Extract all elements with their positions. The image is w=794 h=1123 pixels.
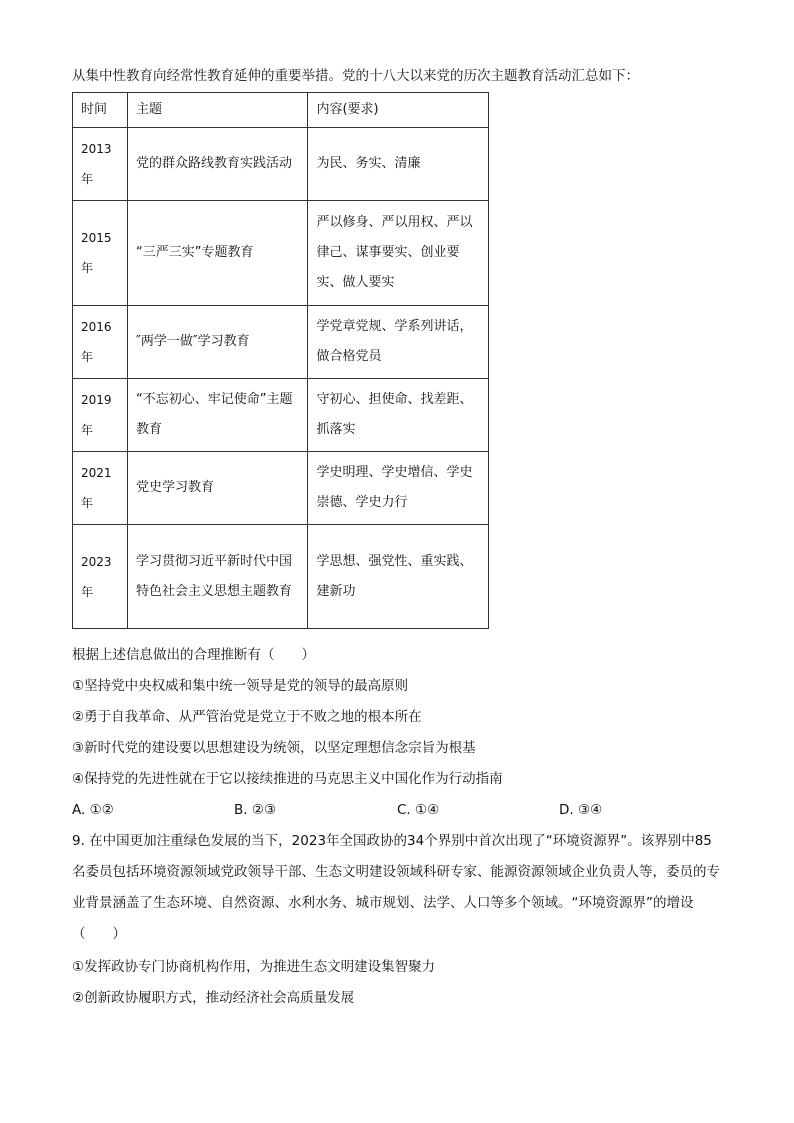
header-time: 时间 — [73, 93, 128, 128]
table-row — [73, 128, 489, 201]
year-cell: 2013 年 — [73, 128, 128, 201]
year-cell: 2015 年 — [73, 201, 128, 306]
theme-education-table — [72, 92, 489, 629]
q9-statement-1: ①发挥政协专门协商机构作用，为推进生态文明建设集智聚力 — [72, 959, 436, 975]
year-cell: 2023 年 — [73, 525, 128, 629]
option-c[interactable]: C. ①④ — [397, 802, 440, 818]
intro-text: 从集中性教育向经常性教育延伸的重要举措。党的十八大以来党的历次主题教育活动汇总如下： — [72, 68, 639, 84]
table-header-row — [73, 93, 489, 128]
q8-statement-4: ④保持党的先进性就在于它以接续推进的马克思主义中国化作为行动指南 — [72, 771, 503, 787]
q8-statement-3: ③新时代党的建设要以思想建设为统领，以坚定理想信念宗旨为根基 — [72, 740, 476, 756]
content-cell: 守初心、担使命、找差距、抓落实 — [308, 379, 489, 452]
content-cell: 学党章党规、学系列讲话，做合格党员 — [308, 306, 489, 379]
content-cell: 严以修身、严以用权、严以律己、谋事要实、创业要实、做人要实 — [308, 201, 489, 306]
q8-stem: 根据上述信息做出的合理推断有（ ） — [72, 647, 315, 663]
option-a[interactable]: A. ①② — [72, 802, 114, 818]
q8-answer-options — [72, 800, 722, 820]
content-cell: 学思想、强党性、重实践、建新功 — [308, 525, 489, 629]
table-row — [73, 306, 489, 379]
option-b[interactable]: B. ②③ — [234, 802, 277, 818]
topic-cell: 学习贯彻习近平新时代中国特色社会主义思想主题教育 — [127, 525, 308, 629]
topic-cell: “不忘初心、牢记使命”主题教育 — [127, 379, 308, 452]
topic-cell: “三严三实”专题教育 — [127, 201, 308, 306]
q9-stem: 9. 在中国更加注重绿色发展的当下，2023年全国政协的34个界别中首次出现了“环境资源界”。该界别中85名委员包括环境资源领域党政领导干部、生态文明建设领域科研专家、能源资源领域企业负责人等，委员的专业背景涵盖了生态环境、自然资源、水利水务、城市规划、法学、人口等多个领域。“环境资源界”的增设（ ） — [72, 833, 720, 942]
table-row — [73, 379, 489, 452]
topic-cell: 党的群众路线教育实践活动 — [127, 128, 308, 201]
content-cell: 学史明理、学史增信、学史崇德、学史力行 — [308, 452, 489, 525]
option-d[interactable]: D. ③④ — [559, 802, 603, 818]
table-row — [73, 201, 489, 306]
year-cell: 2019 年 — [73, 379, 128, 452]
header-theme: 主题 — [127, 93, 308, 128]
topic-cell: 党史学习教育 — [127, 452, 308, 525]
header-content: 内容(要求) — [308, 93, 489, 128]
q9-statement-2: ②创新政协履职方式，推动经济社会高质量发展 — [72, 990, 355, 1006]
table-row — [73, 525, 489, 629]
q8-statement-2: ②勇于自我革命、从严管治党是党立于不败之地的根本所在 — [72, 709, 422, 725]
topic-cell: ″两学一做″学习教育 — [127, 306, 308, 379]
content-cell: 为民、务实、清廉 — [308, 128, 489, 201]
year-cell: 2021 年 — [73, 452, 128, 525]
q8-statement-1: ①坚持党中央权威和集中统一领导是党的领导的最高原则 — [72, 678, 409, 694]
table-row — [73, 452, 489, 525]
year-cell: 2016 年 — [73, 306, 128, 379]
